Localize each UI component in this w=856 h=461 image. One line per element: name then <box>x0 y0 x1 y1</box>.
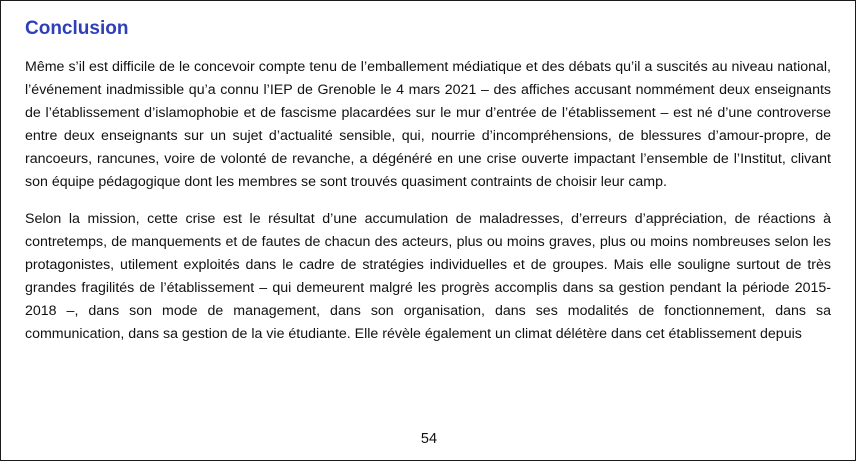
page-number: 54 <box>420 431 438 447</box>
section-heading: Conclusion <box>25 18 129 39</box>
page-content <box>25 15 831 346</box>
paragraph-2: Selon la mission, cette crise est le résultat d’une accumulation de maladresses, d’erreurs d’appréciation, de réactions à contretemps, de manquements et de fautes de chacun des acteurs, plus ou moins graves, plus ou moins nombreuses selon les protagonistes, utilement exploités dans le cadre de stratégies individuelles et de groupes. Mais elle souligne surtout de très grandes fragilités de l’établissement – qui demeurent malgré les progrès accomplis dans sa gestion pendant la période 2015-2018 –, dans son mode de management, dans son organisation, dans ses modalités de fonctionnement, dans sa communication, dans sa gestion de la vie étudiante. Elle révèle également un climat délétère dans cet établissement depuis <box>25 211 831 342</box>
paragraph-1: Même s’il est difficile de le concevoir compte tenu de l’emballement médiatique et des débats qu’il a suscités au niveau national, l’événement inadmissible qu’a connu l’IEP de Grenoble le 4 mars 2021 – des affiches accusant nommément deux enseignants de l’établissement d’islamophobie et de fascisme placardées sur le mur d’entrée de l’établissement – est né d’une controverse entre deux enseignants sur un sujet d’actualité sensible, qui, nourrie d’incompréhensions, de blessures d’amour-propre, de rancoeurs, rancunes, voire de volonté de revanche, a dégénéré en une crise ouverte impactant l’ensemble de l’Institut, clivant son équipe pédagogique dont les membres se sont trouvés quasiment contraints de choisir leur camp. <box>25 59 831 190</box>
